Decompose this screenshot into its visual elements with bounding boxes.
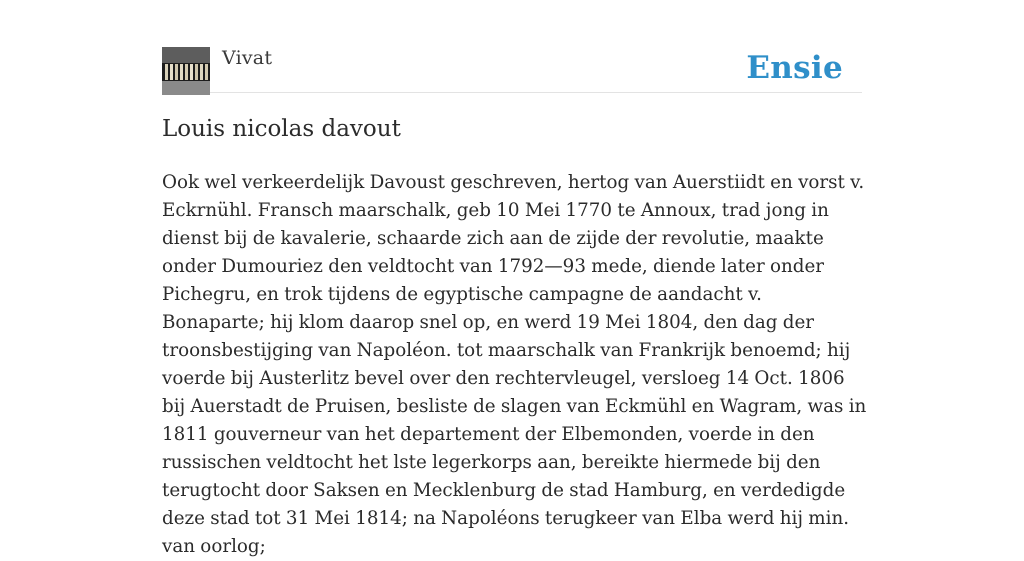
source-name[interactable]: Vivat: [222, 47, 273, 69]
page-header: [162, 46, 862, 93]
brand-logo[interactable]: Ensie: [746, 50, 843, 86]
book-spines-icon: [162, 47, 210, 95]
article-title: Louis nicolas davout: [162, 116, 401, 142]
source-avatar[interactable]: [162, 47, 210, 95]
article-body: Ook wel verkeerdelijk Davoust geschreven, hertog van Auerstiidt en vorst v. Eckrnühl. Fransch maarschalk, geb 10 Mei 1770 te Annoux, trad jong in dienst bij de kavalerie, schaarde zich aan de zijde der revolutie, maakte onder Dumouriez den veldtocht van 1792—93 mede, diende later onder Pichegru, en trok tijdens de egyptische campagne de aandacht v. Bonaparte; hij klom daarop snel op, en werd 19 Mei 1804, den dag der troonsbestijging van Napoléon. tot maarschalk van Frankrijk benoemd; hij voerde bij Austerlitz bevel over den rechtervleugel, versloeg 14 Oct. 1806 bij Auerstadt de Pruisen, besliste de slagen van Eckmühl en Wagram, was in 1811 gouverneur van het departement der Elbemonden, voerde in den russischen veldtocht het lste legerkorps aan, bereikte hiermede bij den terugtocht door Saksen en Mecklenburg de stad Hamburg, en verdedigde deze stad tot 31 Mei 1814; na Napoléons terugkeer van Elba werd hij min. van oorlog;: [162, 172, 867, 557]
